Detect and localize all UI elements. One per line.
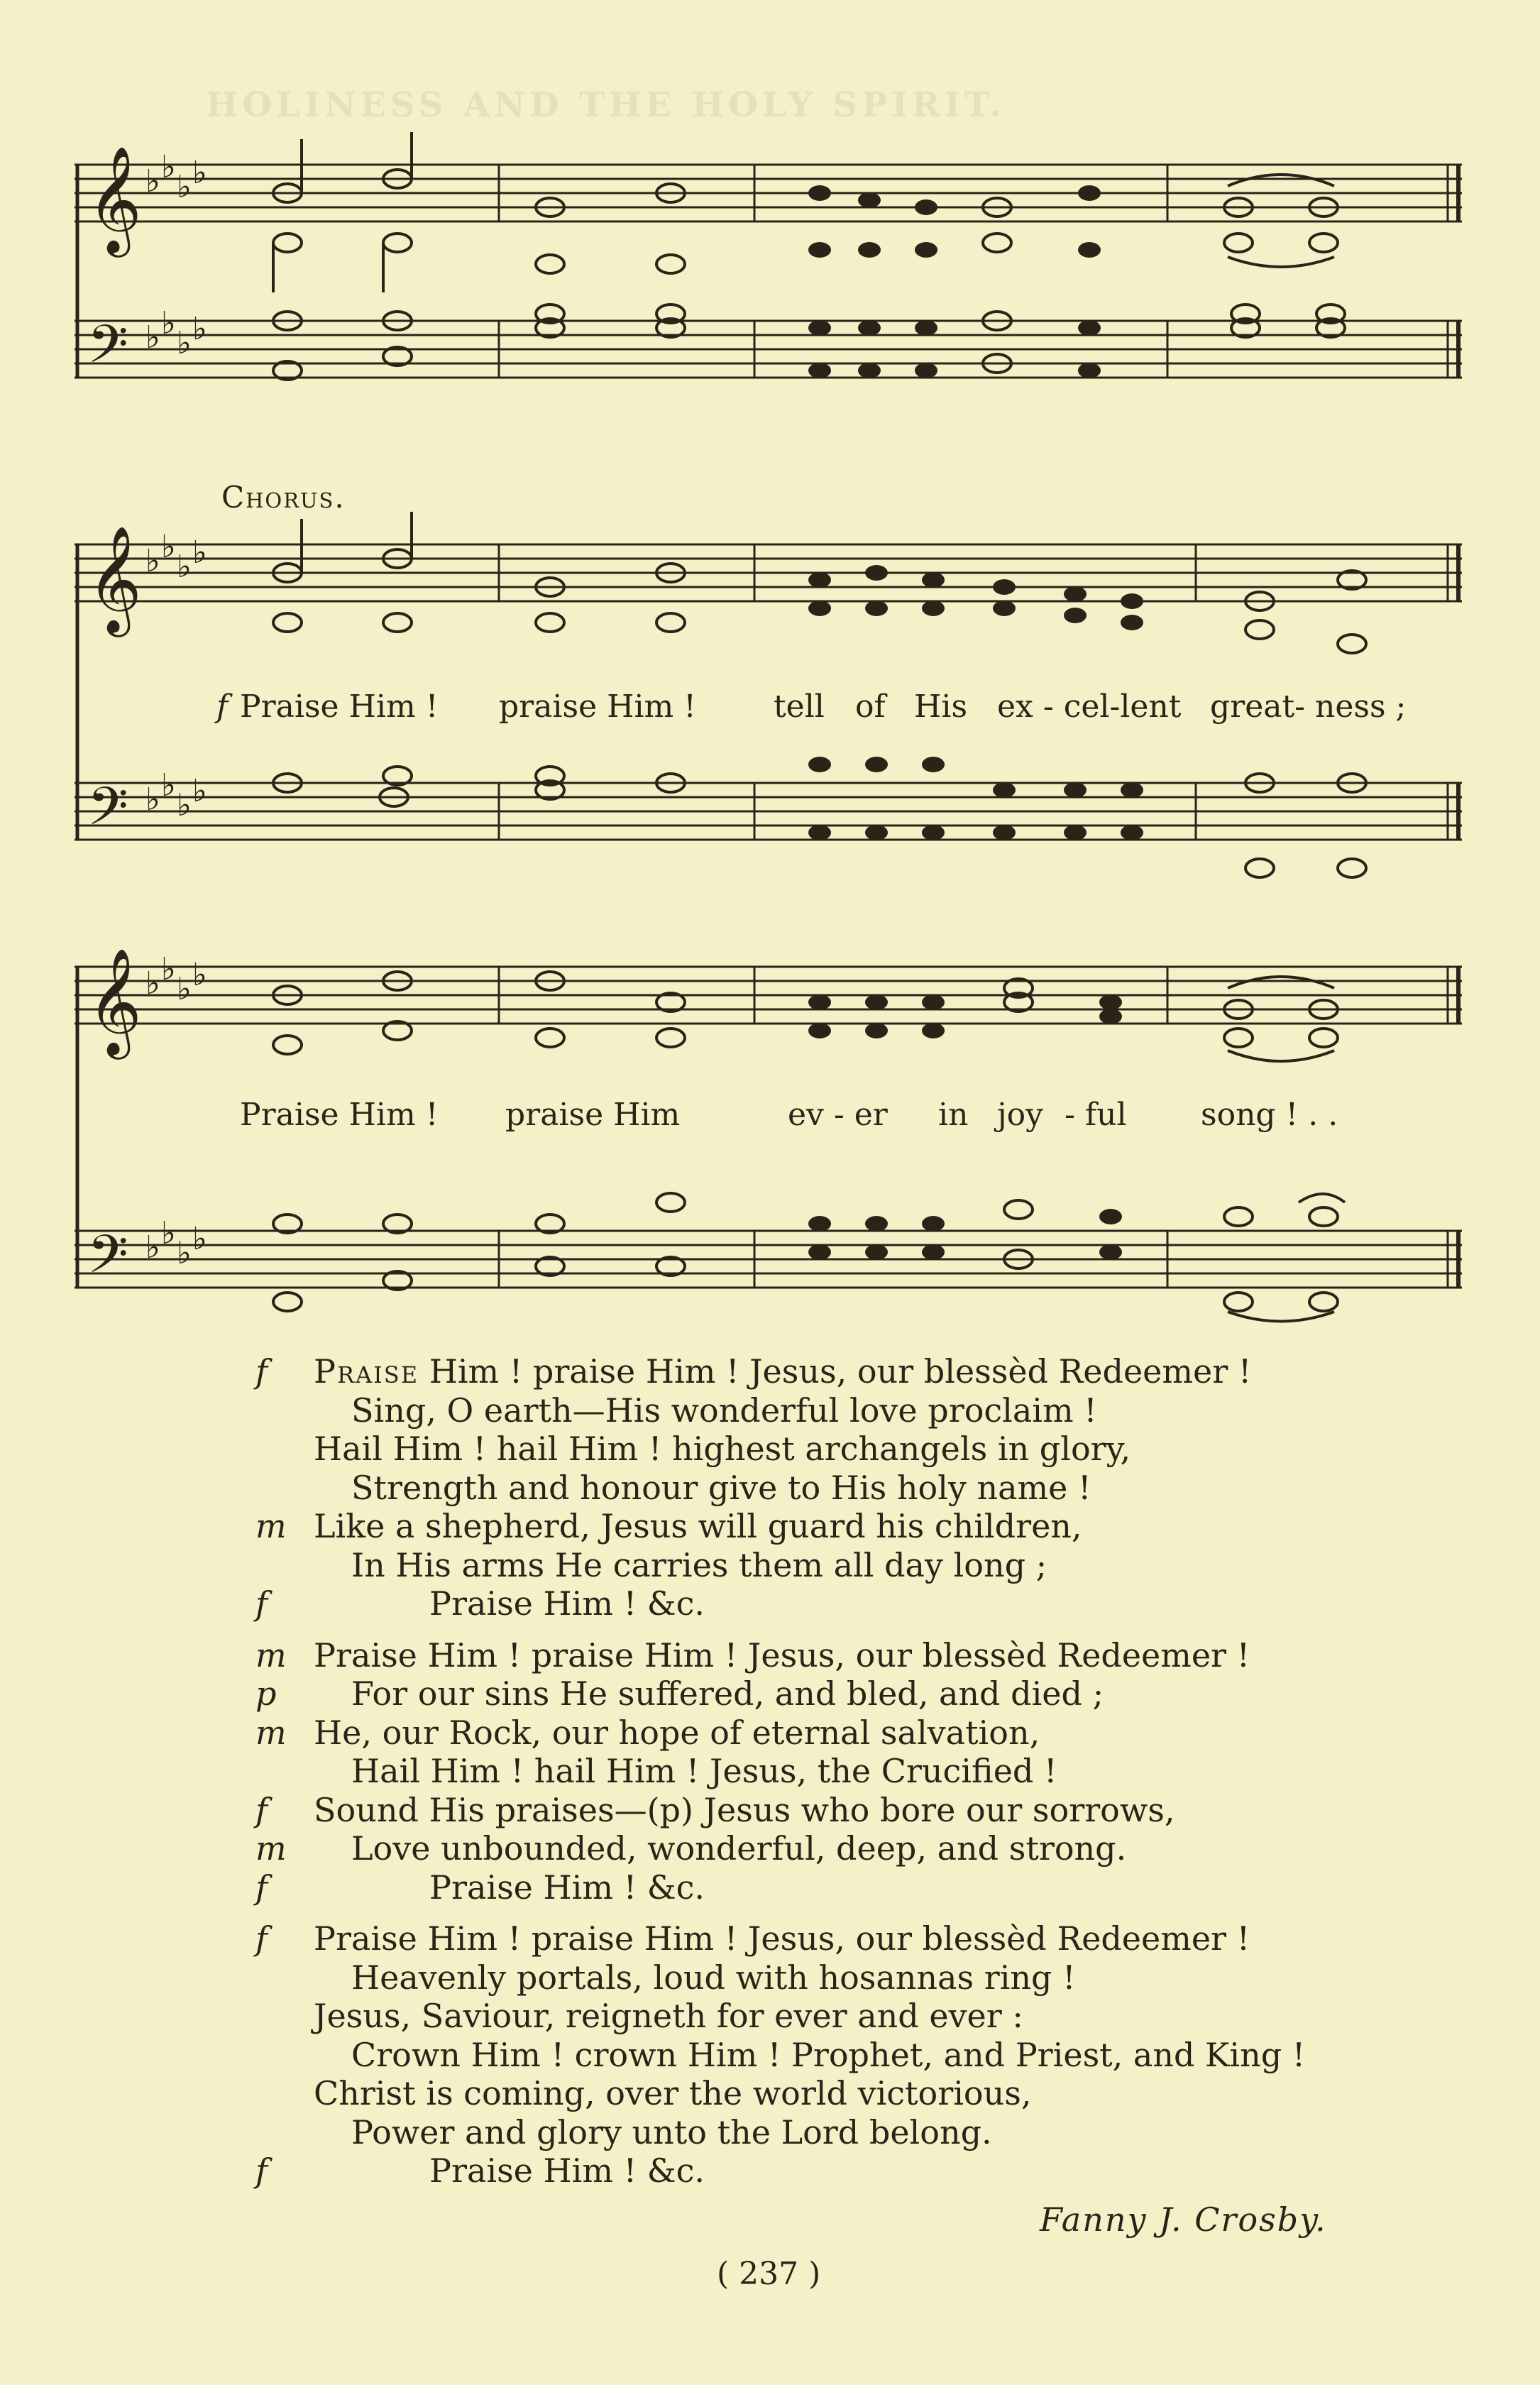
verse-line-text	[351, 2036, 1305, 2075]
staff-notation-1	[75, 135, 1476, 461]
svg-text:♭: ♭	[145, 319, 160, 356]
verse-line-text	[351, 1469, 1091, 1508]
svg-text:♭: ♭	[192, 957, 207, 993]
svg-text:♭: ♭	[161, 305, 176, 341]
verse-line-body: Like a shepherd, Jesus will guard his children,	[314, 1507, 1082, 1545]
verse-line	[255, 1829, 1462, 1868]
music-system-3	[75, 916, 1476, 1342]
verse-line-body: Strength and honour give to His holy name !	[351, 1468, 1091, 1507]
lyric-syllable: ex - cel-lent	[997, 689, 1182, 725]
svg-text:♭: ♭	[192, 155, 207, 191]
verse-line	[255, 2074, 1462, 2113]
svg-text:♭: ♭	[145, 782, 160, 818]
verse-line-body: In His arms He carries them all day long ;	[351, 1545, 1047, 1584]
verse-line-body: Sing, O earth—His wonderful love proclaim !	[351, 1391, 1097, 1430]
verse-line	[255, 1507, 1462, 1546]
svg-text:♭: ♭	[177, 325, 192, 361]
dynamic-mark: m	[255, 1507, 287, 1545]
verse-line	[255, 1352, 1462, 1391]
lyric-syllable: praise Him	[505, 1097, 681, 1133]
lyric-syllable: His	[914, 689, 968, 725]
verse-line	[255, 1919, 1462, 1958]
svg-text:𝄢: 𝄢	[87, 1224, 128, 1298]
svg-text:𝄞: 𝄞	[87, 145, 142, 253]
music-system-1	[75, 135, 1476, 461]
verse-line-body: Praise Him ! &c.	[429, 2151, 705, 2190]
verse-line	[255, 1752, 1462, 1791]
dynamic-mark: m	[255, 1713, 287, 1752]
svg-text:♭: ♭	[161, 1215, 176, 1251]
verse-line-body: For our sins He suffered, and bled, and died ;	[351, 1674, 1104, 1713]
dynamic-mark: m	[255, 1829, 287, 1868]
dynamic-mark: f	[255, 1352, 268, 1391]
lyric-syllable: song ! . .	[1201, 1097, 1338, 1133]
verse-line	[255, 1791, 1462, 1830]
svg-text:♭: ♭	[145, 1229, 160, 1266]
lyric-syllable: in	[938, 1097, 969, 1133]
verse-line	[255, 1714, 1462, 1753]
lyric-row-3	[75, 1097, 1476, 1139]
lyric-syllable: ev - er	[788, 1097, 888, 1133]
verse-line	[255, 1868, 1462, 1907]
verse-line-body: Hail Him ! hail Him ! highest archangels in glory,	[314, 1430, 1131, 1468]
verse-line-body: Love unbounded, wonderful, deep, and strong.	[351, 1829, 1127, 1868]
verse-line-text	[429, 1868, 705, 1907]
verse-gap	[255, 1623, 1462, 1636]
verse-line-text	[351, 1752, 1057, 1791]
lyric-syllable: praise Him !	[499, 689, 696, 725]
verse-line	[255, 2151, 1462, 2191]
svg-text:𝄢: 𝄢	[87, 314, 128, 388]
verse-line-text	[351, 1546, 1047, 1585]
verse-line	[255, 1997, 1462, 2036]
verse-line-text	[314, 1352, 1251, 1391]
verse-line-body: Hail Him ! hail Him ! Jesus, the Crucified !	[351, 1752, 1057, 1790]
svg-text:♭: ♭	[192, 534, 207, 571]
music-system-2	[75, 515, 1476, 955]
verse-line	[255, 2036, 1462, 2075]
verse-line	[255, 1430, 1462, 1469]
verse-line	[255, 1546, 1462, 1585]
lyric-row-2	[75, 689, 1476, 731]
svg-text:♭: ♭	[145, 965, 160, 1002]
verse-line-body: Christ is coming, over the world victorious,	[314, 2074, 1032, 2112]
verse-line-body: Praise Him ! &c.	[429, 1584, 705, 1623]
verse-line-body: Praise Him ! praise Him ! Jesus, our blessèd Redeemer !	[314, 1919, 1250, 1958]
faint-running-heading: HOLINESS AND THE HOLY SPIRIT.	[206, 85, 1006, 125]
verse-line-body: Crown Him ! crown Him ! Prophet, and Priest, and King !	[351, 2035, 1306, 2074]
dynamic-mark: f	[216, 689, 229, 725]
verse-line-text	[314, 1507, 1082, 1546]
verse-line	[255, 1584, 1462, 1623]
svg-text:♭: ♭	[161, 529, 176, 565]
verse-line-text	[314, 1714, 1040, 1753]
verse-line-text	[314, 2074, 1031, 2113]
lyric-syllable: - ful	[1065, 1097, 1127, 1133]
svg-text:♭: ♭	[177, 549, 192, 585]
svg-text:♭: ♭	[177, 787, 192, 823]
svg-text:♭: ♭	[177, 971, 192, 1007]
dynamic-mark: f	[255, 1868, 268, 1907]
verse-gap	[255, 1907, 1462, 1919]
verse-line-text	[429, 1584, 705, 1623]
svg-text:𝄢: 𝄢	[87, 776, 128, 850]
verse-line-body: Praise Him ! &c.	[429, 1868, 705, 1907]
dynamic-mark: f	[255, 1919, 268, 1958]
verse-text	[255, 1352, 1462, 2191]
verse-lead-word: Praise	[314, 1352, 419, 1391]
verse-line-text	[314, 1636, 1250, 1675]
verse-line-text	[314, 1997, 1023, 2036]
verse-line-body: Sound His praises—(p) Jesus who bore our sorrows,	[314, 1790, 1175, 1829]
verse-line-body: Him ! praise Him ! Jesus, our blessèd Redeemer !	[419, 1352, 1252, 1391]
verse-line	[255, 2113, 1462, 2152]
dynamic-mark: p	[255, 1674, 277, 1713]
svg-text:♭: ♭	[192, 773, 207, 809]
verse-line-text	[429, 2151, 705, 2191]
verse-line-body: He, our Rock, our hope of eternal salvation,	[314, 1713, 1040, 1752]
svg-text:♭: ♭	[161, 149, 176, 185]
svg-text:♭: ♭	[177, 169, 192, 205]
lyric-syllable: joy	[997, 1097, 1043, 1133]
verse-line	[255, 1958, 1462, 1997]
svg-text:♭: ♭	[161, 767, 176, 804]
verse-line-body: Power and glory unto the Lord belong.	[351, 2112, 992, 2151]
page-number: ( 237 )	[717, 2256, 821, 2292]
svg-text:♭: ♭	[177, 1235, 192, 1271]
author-credit: Fanny J. Crosby.	[1040, 2200, 1327, 2239]
verse-line	[255, 1391, 1462, 1430]
verse-line	[255, 1674, 1462, 1714]
verse-line-text	[351, 1674, 1104, 1714]
svg-text:𝄞: 𝄞	[87, 525, 142, 632]
svg-text:♭: ♭	[145, 543, 160, 579]
verse-line-text	[314, 1791, 1175, 1830]
verse-line	[255, 1469, 1462, 1508]
verse-line	[255, 1636, 1462, 1675]
verse-line-text	[314, 1919, 1250, 1958]
dynamic-mark: f	[255, 1584, 268, 1623]
lyric-syllable: of	[855, 689, 886, 725]
dynamic-mark: m	[255, 1635, 287, 1674]
svg-text:♭: ♭	[192, 1221, 207, 1257]
chorus-label: Chorus.	[221, 480, 346, 515]
svg-text:♭: ♭	[161, 951, 176, 987]
verse-line-body: Jesus, Saviour, reigneth for ever and ever :	[314, 1997, 1023, 2035]
lyric-syllable: great- ness ;	[1210, 689, 1407, 725]
verse-line-body: Praise Him ! praise Him ! Jesus, our blessèd Redeemer !	[314, 1635, 1250, 1674]
svg-text:♭: ♭	[145, 163, 160, 199]
verse-line-body: Heavenly portals, loud with hosannas ring !	[351, 1958, 1076, 1997]
svg-text:𝄞: 𝄞	[87, 947, 142, 1055]
verse-line-text	[351, 1958, 1076, 1997]
verse-line-text	[351, 1829, 1126, 1868]
lyric-syllable: Praise Him !	[240, 689, 439, 725]
dynamic-mark: f	[255, 1790, 268, 1829]
lyric-syllable: tell	[774, 689, 825, 725]
verse-line-text	[351, 2113, 992, 2152]
svg-text:♭: ♭	[192, 311, 207, 347]
verse-line-text	[351, 1391, 1097, 1430]
verse-line-text	[314, 1430, 1131, 1469]
lyric-syllable: Praise Him !	[240, 1097, 439, 1133]
dynamic-mark: f	[255, 2151, 268, 2190]
